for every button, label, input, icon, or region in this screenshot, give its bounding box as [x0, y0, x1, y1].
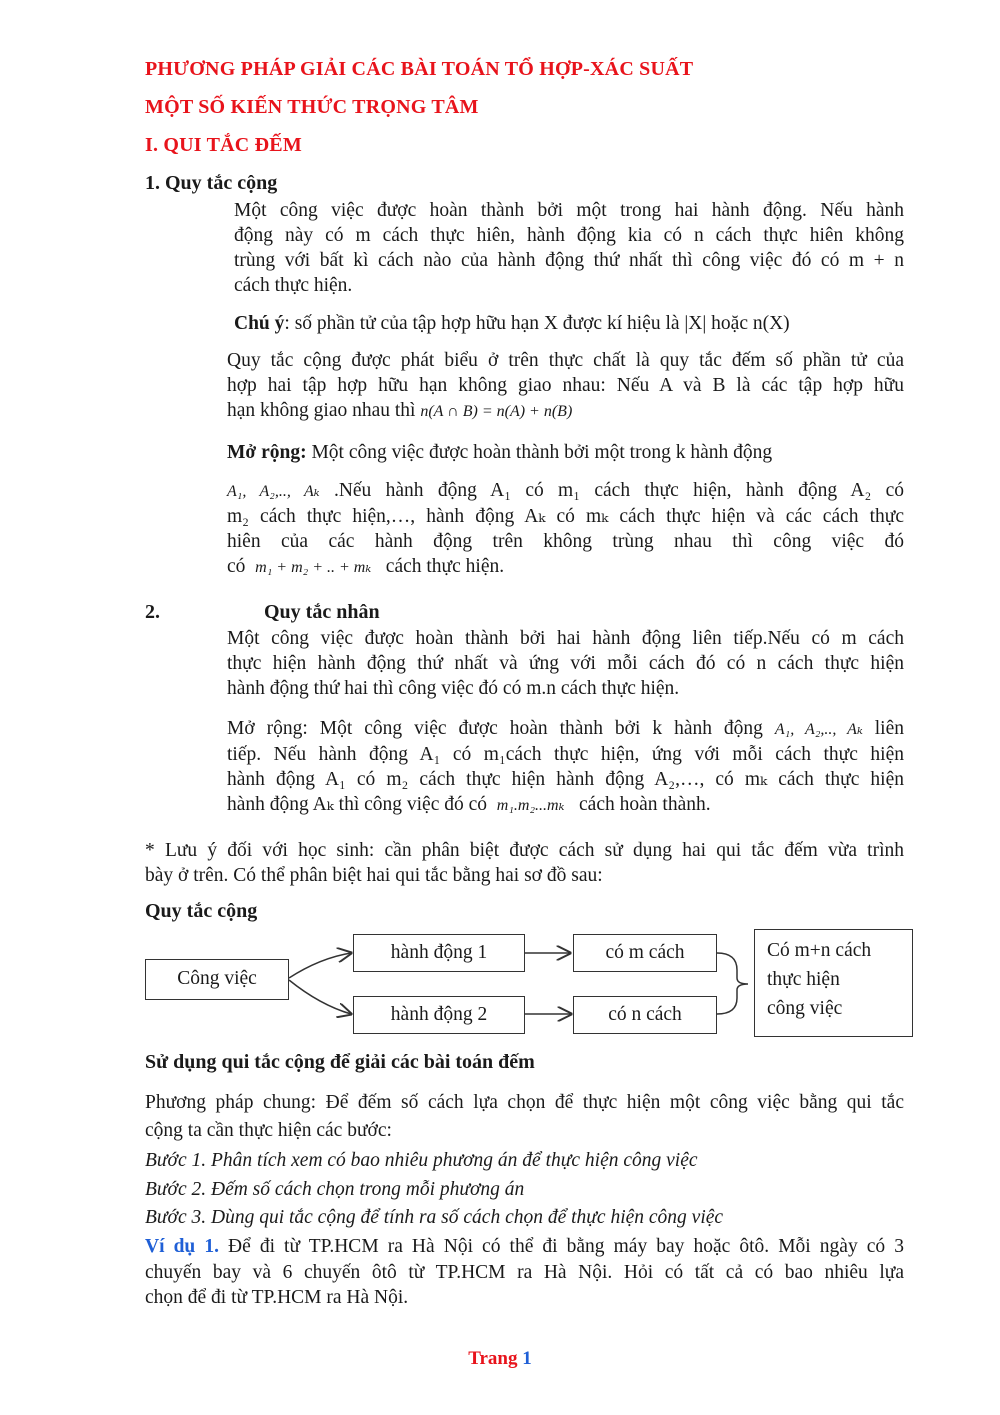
method-step: Bước 3. Dùng qui tắc cộng để tính ra số cách chọn để thực hiện công việc	[145, 1207, 724, 1228]
ext-line-text: .Nếu hành động A₁ có m₁ cách thực hiện, hành động A₂ có	[333, 480, 904, 501]
rule2-line: hành động thứ hai thì công việc đó có m.n cách thực hiện.	[227, 678, 680, 699]
extension-text: Một công việc được hoàn thành bởi một trong k hành động	[306, 442, 773, 463]
sub-title: MỘT SỐ KIẾN THỨC TRỌNG TÂM	[145, 96, 479, 118]
action2-box: hành động 2	[353, 996, 525, 1034]
rule2-actions-formula: A₁, A₂,.., Aₖ	[774, 721, 863, 738]
example-text: Để đi từ TP.HCM ra Hà Nội có thể đi bằng máy bay hoặc ôtô. Mỗi ngày có 3	[218, 1236, 904, 1257]
rule2-ext-line: hành động A₁ có m₂ cách thực hiện hành động A₂,…, có mₖ cách thực hiện	[227, 769, 904, 790]
rule2-number: 2.	[145, 601, 160, 623]
product-formula: m₁.m₂...mₖ	[496, 797, 565, 814]
rule2-ext-text: Mở rộng: Một công việc được hoàn thành bởi k hành động	[227, 718, 763, 739]
student-note-line: bày ở trên. Có thể phân biệt hai qui tắc bằng hai sơ đồ sau:	[145, 865, 603, 886]
result-box	[754, 929, 913, 1037]
example-line	[145, 1234, 904, 1260]
arrow-job-to-action2	[289, 980, 351, 1014]
rule2-line: Một công việc được hoàn thành bởi hai hành động liên tiếp.Nếu có m cách	[227, 628, 904, 649]
actions-formula: A₁, A₂,.., Aₖ	[227, 483, 320, 500]
rule2-ext-text: hành động Aₖ thì công việc đó có	[227, 794, 488, 815]
result-line: công việc	[767, 998, 843, 1019]
method-steps	[145, 1147, 904, 1233]
result-line: thực hiện	[767, 969, 840, 990]
ext-line: hiên của các hành động trên không trùng nhau thì công việc đó	[227, 531, 904, 552]
rule2-heading: Quy tắc nhân	[264, 601, 380, 623]
set-line: hợp hai tập hợp hữu hạn không giao nhau: Nếu A và B là các tập hợp hữu	[227, 375, 904, 396]
example-line: chuyến bay và 6 chuyến ôtô từ TP.HCM ra Hà Nội. Hỏi có tất cả có bao nhiêu lựa	[145, 1261, 904, 1283]
method-intro-line: Phương pháp chung: Để đếm số cách lựa chọn để thực hiện một công việc bằng qui tắc	[145, 1092, 904, 1113]
method-heading: Sử dụng qui tắc cộng để giải các bài toán đếm	[145, 1051, 535, 1073]
rule1-line: trùng với bất kì cách nào của hành động thứ nhất thì công việc đó có m + n	[234, 250, 904, 271]
method-intro	[145, 1089, 904, 1145]
rule2-ext-line: tiếp. Nếu hành động A₁ có m₁cách thực hiện, ứng với mỗi cách thực hiện	[227, 744, 904, 765]
example-1	[145, 1234, 904, 1311]
rule2-ext-text: liên	[874, 718, 905, 739]
action1-box: hành động 1	[353, 934, 525, 972]
main-title: PHƯƠNG PHÁP GIẢI CÁC BÀI TOÁN TỔ HỢP-XÁC SUẤT	[145, 58, 694, 80]
note-text: : số phần tử của tập hợp hữu hạn X được kí hiệu là |X| hoặc n(X)	[284, 313, 790, 334]
rule2-line: thực hiện hành động thứ nhất và ứng với mỗi cách đó có n cách thực hiện	[227, 653, 904, 674]
job-box: Công việc	[145, 959, 289, 1000]
section-heading: I. QUI TẮC ĐẾM	[145, 134, 302, 156]
student-note-line: * Lưu ý đối với học sinh: cần phân biệt được cách sử dụng hai qui tắc đếm vừa trình	[145, 840, 904, 861]
example-label: Ví dụ 1.	[145, 1236, 219, 1257]
brace-icon	[717, 953, 748, 1014]
method-step: Bước 2. Đếm số cách chọn trong mỗi phương án	[145, 1178, 525, 1200]
method-intro-line: cộng ta cần thực hiện các bước:	[145, 1120, 392, 1141]
method-step: Bước 1. Phân tích xem có bao nhiêu phương án để thực hiện công việc	[145, 1150, 698, 1171]
rule1-line: Một công việc được hoàn thành bởi một trong hai hành động. Nếu hành	[234, 200, 904, 221]
ways-m-box: có m cách	[573, 934, 717, 972]
ext-line-text: có	[227, 556, 246, 577]
set-formula: n(A ∩ B) = n(A) + n(B)	[420, 403, 573, 420]
rule2-ext-text: cách hoàn thành.	[579, 794, 711, 815]
arrow-job-to-action1	[289, 953, 351, 978]
ext-line-text: cách thực hiện.	[385, 556, 505, 577]
rule1-line: cách thực hiện.	[234, 275, 353, 296]
footer-word: Trang	[468, 1348, 518, 1369]
example-line: chọn để đi từ TP.HCM ra Hà Nội.	[145, 1287, 409, 1308]
diagram-heading: Quy tắc cộng	[145, 900, 258, 922]
set-line-text: hạn không giao nhau thì	[227, 400, 416, 421]
rule1-line: động này có m cách thực hiên, hành động kia có n cách thực hiên không	[234, 225, 904, 246]
footer-page-number: 1	[522, 1348, 532, 1369]
ext-line: m₂ cách thực hiện,…, hành động Aₖ có mₖ cách thực hiện và các cách thực	[227, 506, 904, 527]
ways-n-box: có n cách	[573, 996, 717, 1034]
extension-label: Mở rộng:	[227, 442, 307, 463]
set-line: Quy tắc cộng được phát biểu ở trên thực chất là quy tắc đếm số phần tử của	[227, 350, 904, 371]
sum-formula: m₁ + m₂ + .. + mₖ	[255, 559, 372, 576]
note-label: Chú ý	[234, 313, 285, 334]
page-footer	[0, 1348, 1000, 1370]
rule1-heading: 1. Quy tắc cộng	[145, 172, 278, 194]
result-line: Có m+n cách	[767, 940, 872, 961]
